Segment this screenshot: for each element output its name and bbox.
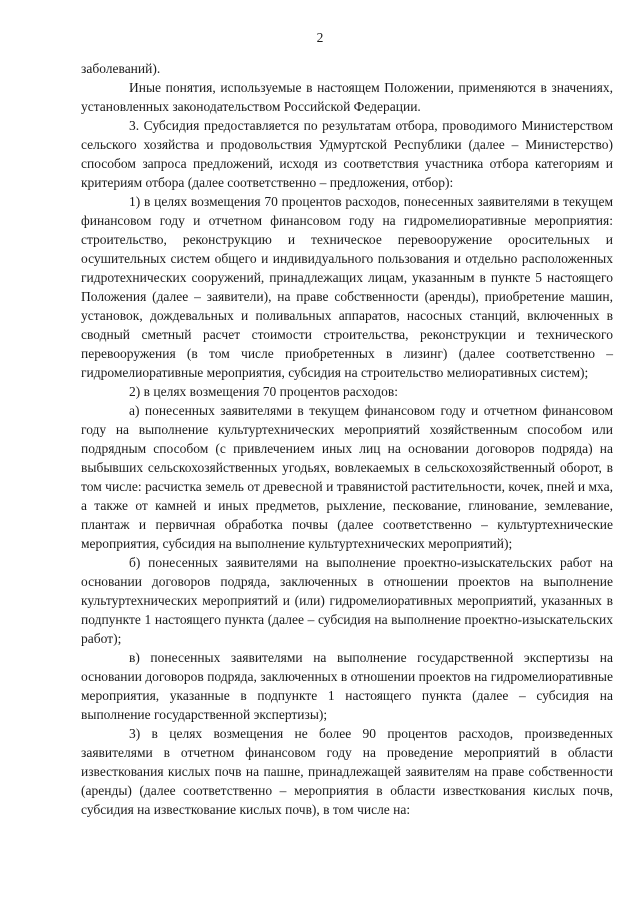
paragraph-item-2a: а) понесенных заявителями в текущем финансовом году и отчетном финансовом году на выполнение культуртехнических мероприятий хозяйственным способом или подрядным способом (с привлечением иных лиц на основании договоров подряда) на выбывших сельскохозяйственных угодьях, вовлекаемых в сельскохозяйственный оборот, в том числе: расчистка земель от древесной и травянистой растительности, кочек, пней и мха, а также от камней и иных предметов, рыхление, пескование, глинование, землевание, плантаж и первичная обработка почвы (далее соответственно – культуртехнические мероприятия, субсидия на выполнение культуртехнических мероприятий);	[81, 403, 613, 551]
paragraph-continuation: заболеваний).	[81, 61, 161, 76]
paragraph-item-1: 1) в целях возмещения 70 процентов расходов, понесенных заявителями в текущем финансовом году и отчетном финансовом году на гидромелиоративные мероприятия: строительство, реконструкцию и техническое перевооружение оросительных и осушительных систем общего и индивидуального пользования и отдельно расположенных гидротехнических сооружений, принадлежащих лицам, указанным в пункте 5 настоящего Положения (далее – заявители), на праве собственности (аренды), приобретение машин, установок, дождевальных и поливальных аппаратов, насосных станций, включенных в сводный сметный расчет стоимости строительства, реконструкции и технического перевооружения (в том числе приобретенных в лизинг) (далее соответственно – гидромелиоративные мероприятия, субсидия на строительство мелиоративных систем);	[81, 194, 613, 380]
paragraph-other-terms: Иные понятия, используемые в настоящем Положении, применяются в значениях, установленных законодательством Российской Федерации.	[81, 80, 613, 114]
page-number: 2	[316, 30, 324, 45]
paragraph-item-2b: б) понесенных заявителями на выполнение проектно-изыскательских работ на основании договоров подряда, заключенных в отношении проектов на выполнение культуртехнических мероприятий и (или) гидромелиоративных мероприятий, указанных в подпункте 1 настоящего пункта (далее – субсидия на выполнение проектно-изыскательских работ);	[81, 555, 613, 646]
paragraph-item-2v: в) понесенных заявителями на выполнение государственной экспертизы на основании договоров подряда, заключенных в отношении проектов на гидромелиоративные мероприятия, указанные в подпункте 1 настоящего пункта (далее – субсидия на выполнение государственной экспертизы);	[81, 650, 613, 722]
paragraph-item-2: 2) в целях возмещения 70 процентов расходов:	[129, 384, 398, 399]
paragraph-clause-3: 3. Субсидия предоставляется по результатам отбора, проводимого Министерством сельского хозяйства и продовольствия Удмуртской Республики (далее – Министерство) способом запроса предложений, исходя из соответствия участника отбора категориям и критериям отбора (далее соответственно – предложения, отбор):	[81, 118, 613, 190]
paragraph-item-3: 3) в целях возмещения не более 90 процентов расходов, произведенных заявителями в отчетном финансовом году на проведение мероприятий в области известкования кислых почв на пашне, принадлежащей заявителям на праве собственности (аренды) (далее соответственно – мероприятия в области известкования кислых почв, субсидия на известкование кислых почв), в том числе на:	[81, 726, 613, 817]
document-body	[81, 59, 613, 819]
